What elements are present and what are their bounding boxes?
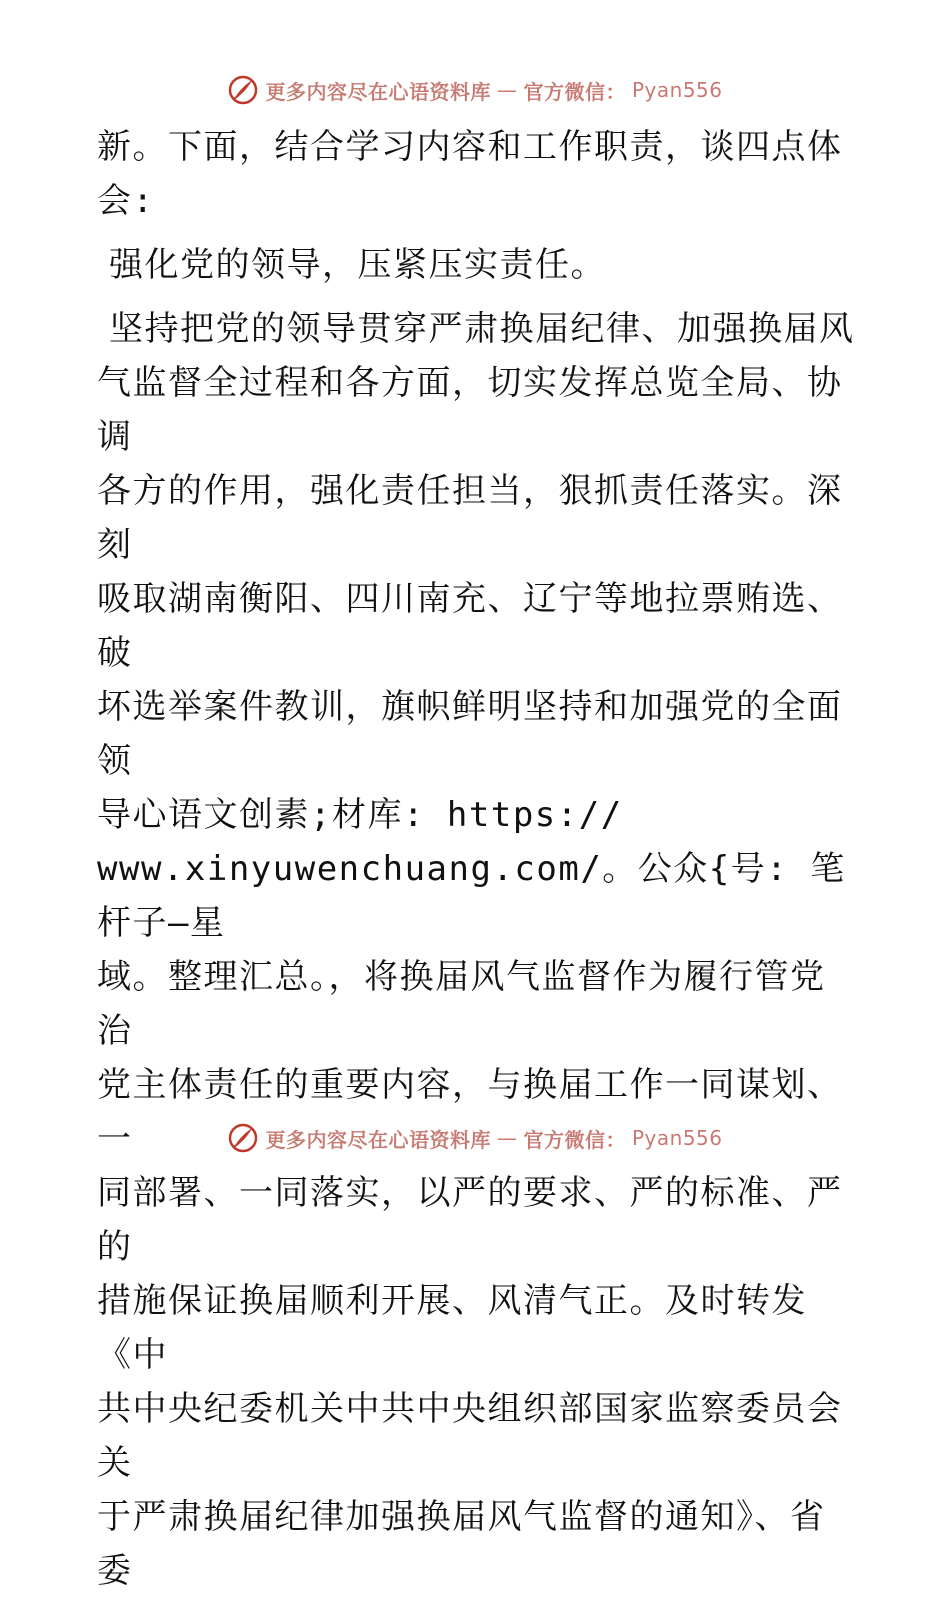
document-body [97,120,857,1598]
text-line: 坏选举案件教训，旗帜鲜明坚持和加强党的全面领 [97,687,843,781]
banner-wechat-id: Pyan556 [631,1126,723,1150]
text-line: 措施保证换届顺利开展、风清气正。及时转发《中 [97,1281,807,1375]
footer-banner [0,1118,950,1158]
text-line: 党主体责任的重要内容，与换届工作一同谋划、一 [97,1065,843,1159]
paragraph-main [97,302,857,1598]
text-line: 导心语文创素;材库: https:// [97,795,623,835]
header-banner [0,70,950,110]
banner-wechat-label: 官方微信： [523,79,626,104]
quill-seal-icon [227,74,259,106]
text-line: 于严肃换届纪律加强换届风气监督的通知》、省委 [97,1497,826,1591]
text-line: 气监督全过程和各方面，切实发挥总览全局、协调 [97,363,843,457]
banner-separator: — [496,78,518,102]
text-line: 共中央纪委机关中共中央组织部国家监察委员会关 [97,1389,843,1483]
paragraph-intro [97,120,857,228]
text-line: 各方的作用，强化责任担当，狠抓责任落实。深刻 [97,471,843,565]
text-line: 吸取湖南衡阳、四川南充、辽宁等地拉票贿选、破 [97,579,843,673]
text-line: 会: [97,181,155,221]
section-heading: 强化党的领导，压紧压实责任。 [109,245,606,285]
banner-wechat-label: 官方微信： [523,1127,626,1152]
banner-wechat-id: Pyan556 [631,78,723,102]
banner-brand-text: 更多内容尽在心语资料库 [265,79,491,104]
banner-brand-text: 更多内容尽在心语资料库 [265,1127,491,1152]
text-line: www.xinyuwenchuang.com/。公众{号: 笔杆子—星 [97,849,846,943]
text-line: 新。下面，结合学习内容和工作职责，谈四点体 [97,127,843,167]
text-line: 域。整理汇总。，将换届风气监督作为履行管党治 [97,957,826,1051]
banner-separator: — [496,1126,518,1150]
text-line: 同部署、一同落实，以严的要求、严的标准、严的 [97,1173,843,1267]
quill-seal-icon [227,1122,259,1154]
text-line: 坚持把党的领导贯穿严肃换届纪律、加强换届风 [109,309,855,349]
